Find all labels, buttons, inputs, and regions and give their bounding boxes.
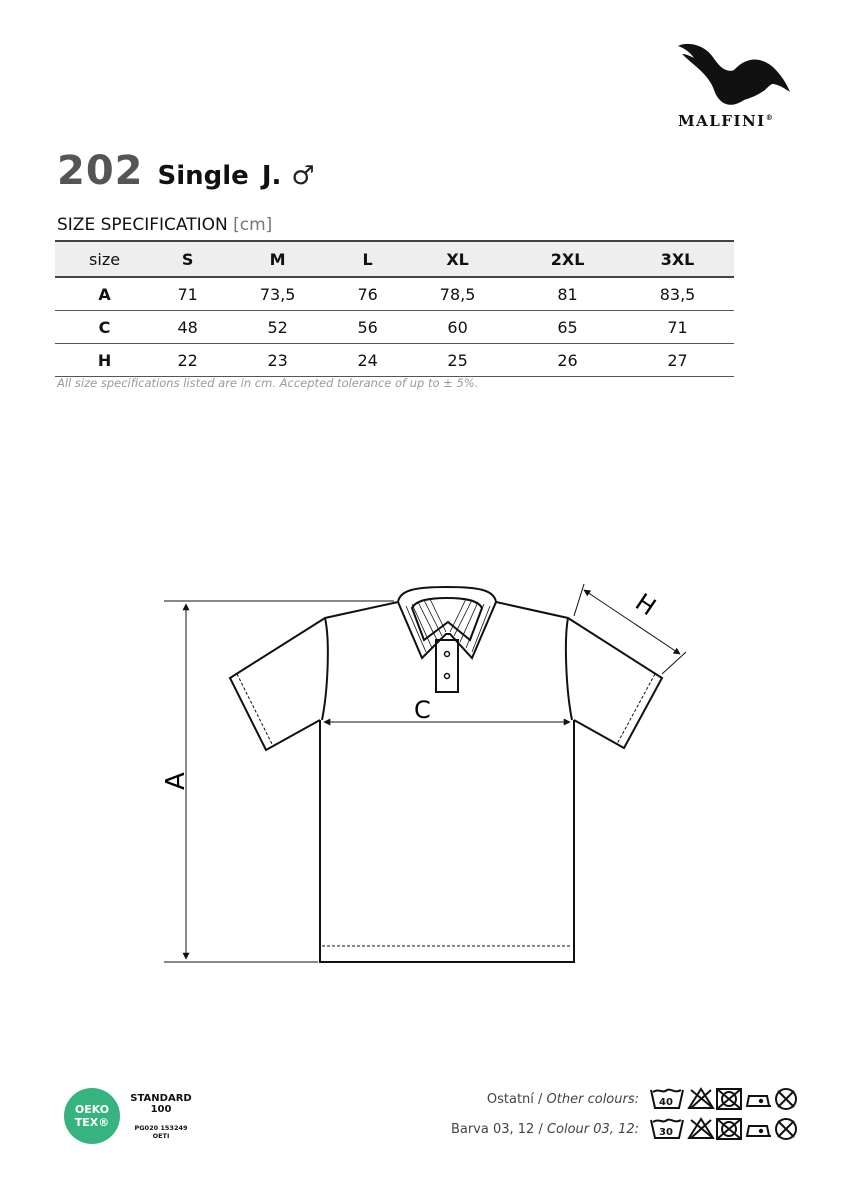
table-cell: 56 [334,311,401,344]
table-cell: 73,5 [221,277,334,311]
care-row-other [487,1086,799,1112]
dimension-label-c: C [414,696,431,724]
oeko-standard: STANDARD [130,1093,192,1104]
care-icons-colour [649,1116,799,1142]
wash-temp-colour: 30 [659,1127,673,1138]
care-symbols [649,1116,799,1142]
oeko-line2: TEX® [74,1116,110,1129]
header-size-label: size [55,241,154,277]
table-cell: 60 [401,311,514,344]
care-symbols [649,1086,799,1112]
table-cell: 24 [334,344,401,377]
dimension-label-h: H [630,587,661,622]
oeko-institute: OETI [152,1132,170,1140]
table-cell: 22 [154,344,221,377]
table-cell: 25 [401,344,514,377]
table-header-row [55,241,734,277]
header-size: L [334,241,401,277]
care-label-colour-en: Colour 03, 12: [546,1121,639,1137]
size-table [55,240,734,377]
table-cell: 83,5 [621,277,734,311]
oeko-cert-number: PG020 153249 [134,1124,188,1132]
table-row [55,277,734,311]
care-label-other-cz: Ostatní / [486,1091,547,1107]
table-cell: 71 [621,311,734,344]
table-row [55,311,734,344]
wash-temp-other: 40 [659,1097,673,1108]
dimension-label-a: A [161,772,191,790]
care-label-other-en: Other colours: [546,1091,639,1107]
care-icons-other [649,1086,799,1112]
table-cell: 65 [514,311,621,344]
care-label-colour [451,1122,639,1137]
table-cell: 71 [154,277,221,311]
table-cell: 81 [514,277,621,311]
table-cell: 27 [621,344,734,377]
oeko-standard-text [124,1093,198,1140]
table-cell: 76 [334,277,401,311]
table-cell: 26 [514,344,621,377]
row-label: H [55,344,154,377]
care-label-colour-cz: Barva 03, 12 / [450,1121,547,1137]
product-title [57,148,315,194]
table-cell: 23 [221,344,334,377]
header-size: 2XL [514,241,621,277]
table-cell: 78,5 [401,277,514,311]
brand-name: MALFINI [678,112,766,130]
row-label: C [55,311,154,344]
oeko-standard-number: 100 [150,1104,172,1115]
oeko-line1: OEKO [74,1103,110,1116]
spec-heading [57,215,272,235]
header-size: M [221,241,334,277]
shirt-drawing [150,570,710,984]
care-label-other [487,1092,639,1107]
table-cell: 52 [221,311,334,344]
header-size: XL [401,241,514,277]
table-row [55,344,734,377]
product-code: 202 [57,148,144,194]
row-label: A [55,277,154,311]
registered-mark: ® [765,113,775,122]
table-cell: 48 [154,311,221,344]
header-size: 3XL [621,241,734,277]
eagle-icon [676,40,792,108]
product-name: Single J. [157,161,282,191]
malfini-logo [672,40,802,135]
spec-heading-text: SIZE SPECIFICATION [57,215,228,235]
care-row-colour [451,1116,799,1142]
spec-unit: [cm] [233,215,273,235]
polo-shirt-outline [150,570,710,980]
tolerance-note: All size specifications listed are in cm. Accepted tolerance of up to ± 5%. [57,376,479,390]
male-icon: ♂ [291,161,315,191]
header-size: S [154,241,221,277]
oeko-tex-badge [64,1088,120,1144]
